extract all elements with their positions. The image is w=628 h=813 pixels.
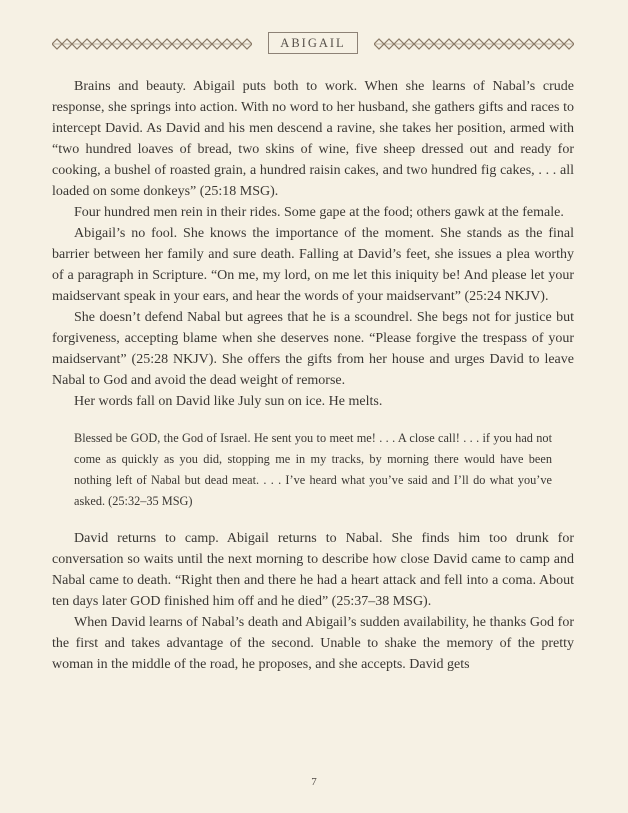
page-number: 7 <box>311 776 317 788</box>
paragraph: Abigail’s no fool. She knows the importance of the moment. She stands as the final barrier between her family and sure death. Falling at David’s feet, she issues a plea worthy of a paragraph in Scripture. “On me, my lord, on me let this iniquity be! And please let your maidservant speak in your ears, and hear the words of your maidservant” (25:24 NKJV). <box>52 226 574 304</box>
running-header <box>52 32 574 56</box>
ornament-border-right <box>374 38 574 50</box>
chapter-title: ABIGAIL <box>268 32 358 54</box>
paragraph: David returns to camp. Abigail returns to Nabal. She finds him too drunk for conversation so waits until the next morning to describe how close David came to camp and Nabal came to death. “Right then and there he had a heart attack and fell into a coma. About ten days later GOD finished him off and he died” (25:37–38 MSG). <box>52 531 574 609</box>
paragraph: When David learns of Nabal’s death and Abigail’s sudden availability, he thanks God for the first and takes advantage of the second. Unable to shake the memory of the pretty woman in the middle of the road, he proposes, and she accepts. David gets <box>52 615 574 672</box>
paragraph: She doesn’t defend Nabal but agrees that he is a scoundrel. She begs not for justice but forgiveness, accepting blame when she deserves none. “Please forgive the trespass of your maidservant” (25:28 NKJV). She offers the gifts from her house and urges David to leave Nabal to God and avoid the dead weight of remorse. <box>52 310 574 388</box>
paragraph: Brains and beauty. Abigail puts both to work. When she learns of Nabal’s crude response, she springs into action. With no word to her husband, she gathers gifts and races to intercept David. As David and his men descend a ravine, she takes her position, armed with “two hundred loaves of bread, two skins of wine, five sheep dressed out and ready for cooking, a bushel of roasted grain, a hundred raisin cakes, and two hundred fig cakes, . . . all loaded on some donkeys” (25:18 MSG). <box>52 79 574 199</box>
ornament-border-left <box>52 38 252 50</box>
paragraph: Four hundred men rein in their rides. Some gape at the food; others gawk at the female. <box>74 205 564 220</box>
block-quote: Blessed be GOD, the God of Israel. He sent you to meet me! . . . A close call! . . . if you had not come as quickly as you did, stopping me in my tracks, by morning there would have been nothing left of Nabal but dead meat. . . . I’ve heard what you’ve said and I’ll do what you’ve asked. (25:32–35 MSG) <box>74 431 552 508</box>
paragraph: Her words fall on David like July sun on ice. He melts. <box>74 394 383 409</box>
body-text <box>52 76 574 675</box>
